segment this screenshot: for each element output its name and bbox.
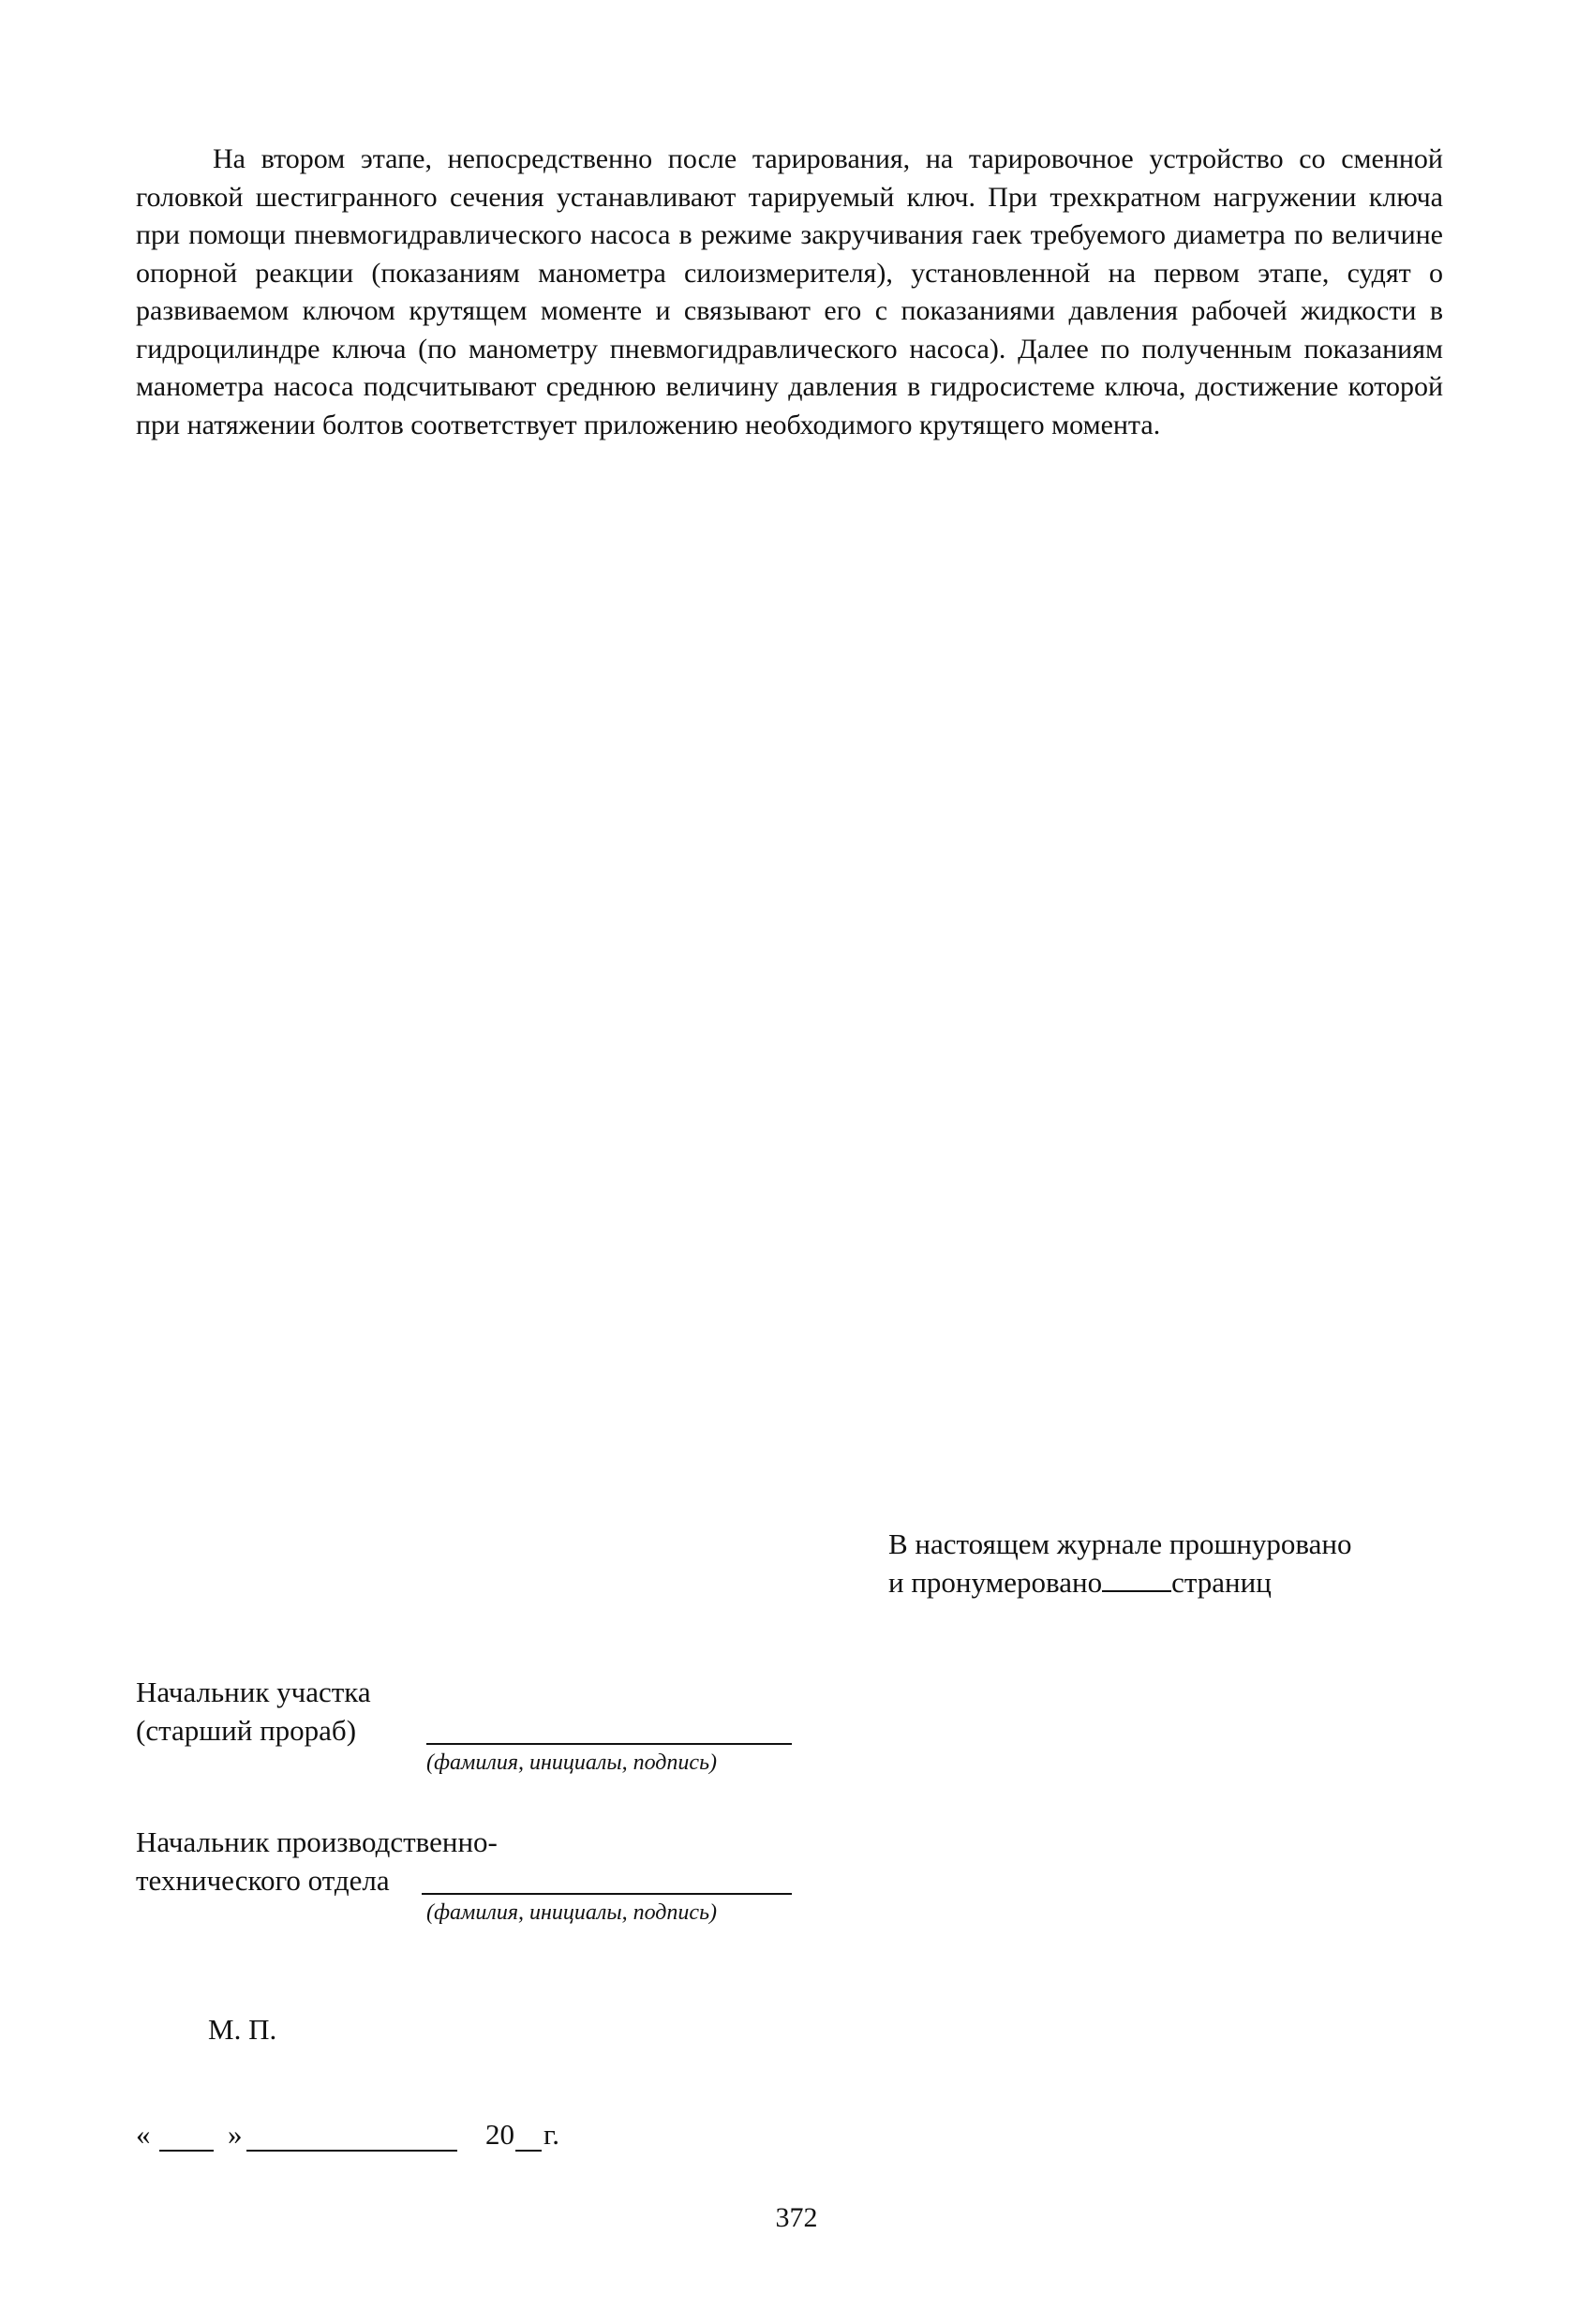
pto-chief-signature-caption: (фамилия, инициалы, подпись) — [426, 1900, 717, 1925]
year-prefix: 20 — [485, 2118, 514, 2151]
site-chief-title: Начальник участка — [136, 1676, 371, 1708]
paragraph-text: На втором этапе, непосредственно после тарирования, на тарировочное устройство со сменной головкой шестигранного сечения устанавливают тарируемый ключ. При трехкратном нагружении ключа при помощи пневмогидравлического насоса в режиме закручивания гаек требуемого диаметра по величине опорной реакции (показаниям манометра силоизмерителя), установленной на первом этапе, судят о развиваемом ключом крутящем моменте и связывают его с показаниями давления рабочей жидкости в гидроцилиндре ключа (по манометру пневмогидравлического насоса). Далее по полученным показаниям манометра насоса подсчитывают среднюю величину давления в гидросистеме ключа, достижение которой при натяжении болтов соответствует приложению необходимого крутящего момента. — [136, 143, 1443, 440]
body-paragraph — [136, 141, 1443, 444]
signature-block-site-chief — [136, 1673, 371, 1750]
pto-chief-subtitle: технического отдела — [136, 1864, 390, 1897]
site-chief-signature-line[interactable] — [426, 1743, 792, 1745]
pto-chief-title: Начальник производственно- — [136, 1825, 498, 1858]
day-blank[interactable] — [159, 2150, 214, 2152]
journal-note-line2 — [888, 1563, 1352, 1601]
page-number: 372 — [775, 2202, 818, 2233]
site-chief-subtitle: (старший прораб) — [136, 1714, 357, 1747]
year-blank[interactable] — [515, 2150, 542, 2152]
date-close-quote: » — [228, 2118, 243, 2151]
year-suffix: г. — [543, 2118, 559, 2151]
stamp-place-label: М. П. — [208, 2013, 277, 2046]
journal-note-prefix: и пронумеровано — [888, 1566, 1103, 1599]
journal-note-suffix: страниц — [1171, 1566, 1272, 1599]
date-open-quote: « — [136, 2118, 151, 2151]
page-count-blank[interactable] — [1102, 1564, 1171, 1592]
signature-block-pto-chief — [136, 1823, 498, 1899]
journal-note-line1: В настоящем журнале прошнуровано — [888, 1527, 1352, 1560]
journal-note — [888, 1525, 1352, 1601]
pto-chief-signature-line[interactable] — [422, 1893, 792, 1895]
site-chief-signature-caption: (фамилия, инициалы, подпись) — [426, 1750, 717, 1775]
month-blank[interactable] — [246, 2150, 457, 2152]
